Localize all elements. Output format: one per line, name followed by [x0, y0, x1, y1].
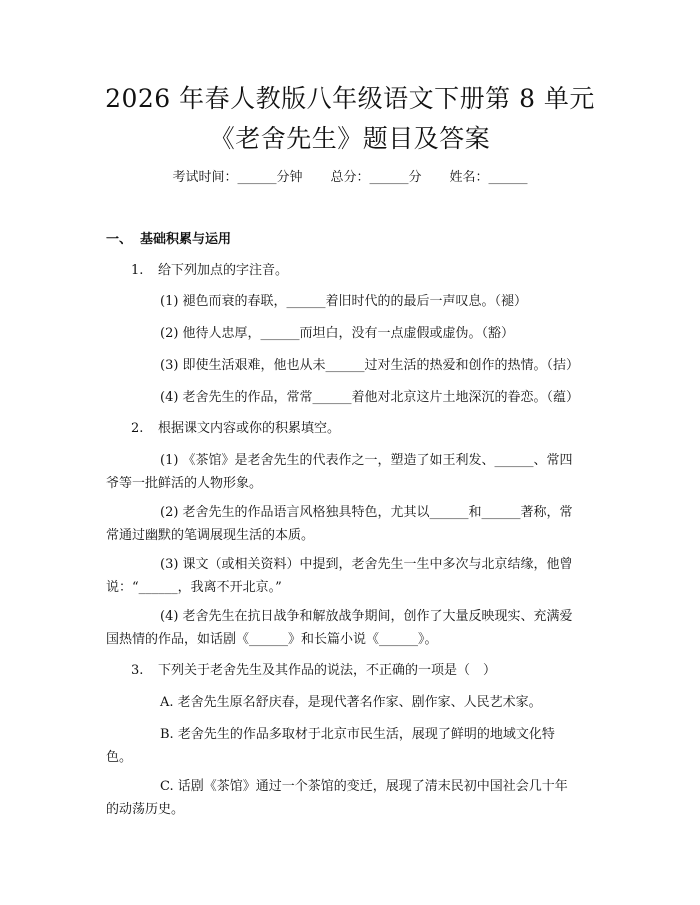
- question-2-item-line: (3) 课文（或相关资料）中提到，老舍先生一生中多次与北京结缘，他曾: [160, 557, 573, 572]
- question-prompt: 下列关于老舍先生及其作品的说法，不正确的一项是（ ）: [158, 663, 497, 678]
- question-number: 2.: [131, 421, 144, 436]
- question-2-item-line: (2) 老舍先生的作品语言风格独具特色，尤其以______和______著称，常: [160, 505, 573, 520]
- question-prompt: 给下列加点的字注音。: [158, 263, 289, 278]
- question-1-item: (4) 老舍先生的作品，常常______着他对北京这片土地深沉的眷恋。（蕴）: [160, 390, 580, 405]
- section-number: 一、: [106, 232, 133, 247]
- section-heading: [106, 231, 231, 249]
- question-1: [131, 262, 288, 280]
- question-1-item: (1) 褪色而衰的春联，______着旧时代的的最后一声叹息。（褪）: [160, 294, 528, 309]
- question-2: [131, 420, 340, 438]
- question-1-item: (3) 即使生活艰难，他也从未______过对生活的热爱和创作的热情。（拮）: [160, 358, 580, 373]
- page-title-line2: 《老舍先生》题目及答案: [209, 124, 491, 153]
- question-number: 1.: [131, 263, 144, 278]
- question-2-item-line: (1) 《茶馆》是老舍先生的代表作之一，塑造了如王利发、______、常四: [160, 453, 573, 468]
- section-title: 基础积累与运用: [140, 232, 232, 247]
- question-2-item-line: 说：“______，我离不开北京。”: [106, 580, 282, 595]
- question-2-item-line: 爷等一批鲜活的人物形象。: [106, 476, 263, 491]
- question-2-item-line: 常通过幽默的笔调展现生活的本质。: [106, 528, 315, 543]
- option-c-continued: 的动荡历史。: [106, 802, 185, 817]
- question-1-item: (2) 他待人忠厚，______而坦白，没有一点虚假或虚伪。（豁）: [160, 326, 515, 341]
- question-2-item-line: 国热情的作品，如话剧《______》和长篇小说《______》。: [106, 632, 438, 647]
- total-score-field: 总分：______分: [330, 170, 422, 185]
- question-prompt: 根据课文内容或你的积累填空。: [158, 421, 341, 436]
- exam-time-field: 考试时间：______分钟: [172, 170, 303, 185]
- option-a: A. 老舍先生原名舒庆春，是现代著名作家、剧作家、人民艺术家。: [160, 695, 542, 710]
- option-c: C. 话剧《茶馆》通过一个茶馆的变迁，展现了清末民初中国社会几十年: [160, 779, 568, 794]
- option-b: B. 老舍先生的作品多取材于北京市民生活，展现了鲜明的地域文化特: [160, 727, 555, 742]
- option-b-continued: 色。: [106, 750, 133, 765]
- student-name-field: 姓名：______: [449, 170, 528, 185]
- exam-info: [0, 169, 700, 187]
- question-3: [131, 662, 496, 680]
- question-number: 3.: [131, 663, 144, 678]
- page-title-line1: 2026 年春人教版八年级语文下册第 8 单元: [105, 84, 595, 113]
- question-2-item-line: (4) 老舍先生在抗日战争和解放战争期间，创作了大量反映现实、充满爱: [160, 609, 573, 624]
